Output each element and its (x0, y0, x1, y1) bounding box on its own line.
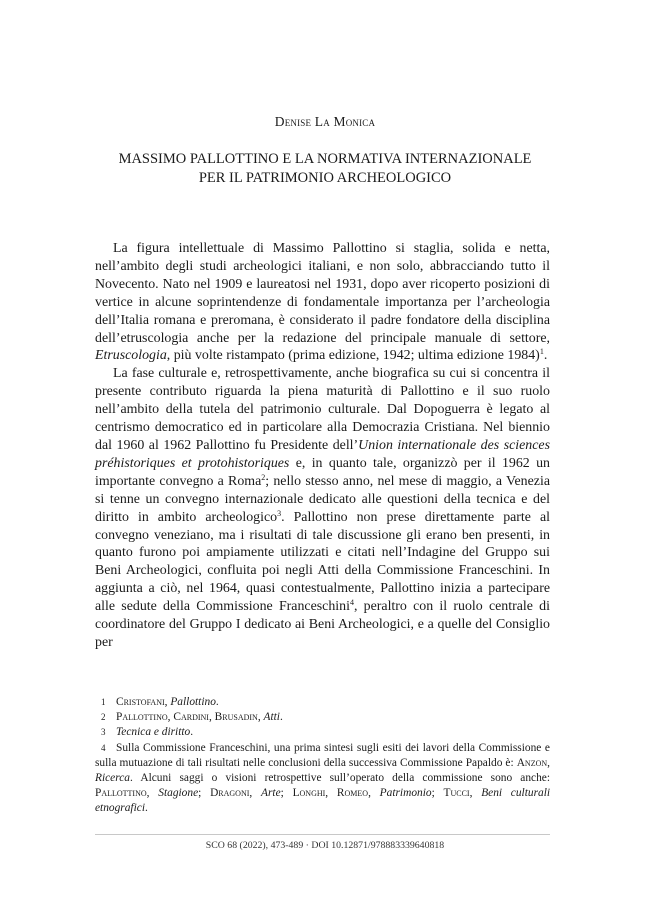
title-line: PER IL PATRIMONIO ARCHEOLOGICO (198, 170, 452, 186)
footnote-number: 2 (101, 712, 106, 723)
footnote-ref[interactable]: 2 (261, 472, 266, 482)
book-title: Etruscologia (95, 348, 167, 364)
footnote-number: 3 (101, 727, 106, 738)
footnote-ref[interactable]: 3 (277, 508, 282, 518)
paragraph: La figura intellettuale di Massimo Pallottino si staglia, solida e netta, nell’ambito degli studi archeologici italiani, e non solo, abbracciando tutto il Novecento. Nato nel 1909 e laureatosi nel 1931, dopo aver ricoperto posizioni di vertice in alcune soprintendenze di fondamentale importanza per l’archeologia dell’Italia romana e preromana, è considerato il padre fondatore della disciplina dell’etruscologia anche per la redazione del principale manuale di settore, Etruscologia, più volte ristampato (prima edizione, 1942; ultima edizione 1984)$^1$. (95, 241, 550, 364)
footnote: 2 Pallottino, Cardini, Brusadin, Atti. (95, 710, 550, 725)
article-title (60, 150, 590, 188)
footnote-number: 4 (101, 742, 106, 753)
footnote-ref[interactable]: 1 (539, 347, 544, 357)
footnote: 1 Cristofani, Pallottino. (95, 695, 550, 710)
organization-name: Union internationale des sciences préhistoriques et protohistoriques (95, 437, 550, 471)
author-name: Denise La Monica (274, 114, 376, 129)
paragraph: La fase culturale e, retrospettivamente, anche biografica su cui si concentra il presente contributo riguarda la piena maturità di Pallottino e il suo ruolo nell’ambito della tutela del patrimonio culturale. Dal Dopoguerra è legato al centrismo democratico ed in particolare alla Democrazia Cristiana. Nel biennio dal 1960 al 1962 Pallottino fu Presidente dell’Union internationale des sciences préhistoriques et protohistoriques e, in quanto tale, organizzò per il 1962 un importante convegno a Roma$^2$; nello stesso anno, nel mese di maggio, a Venezia si tenne un convegno internazionale dedicato alle questioni della tecnica e del diritto in ambito archeologico$^3$. Pallottino non prese direttamente parte al convegno veneziano, ma i risultati di tale discussione gli erano ben presenti, in quanto furono poi ampiamente utilizzati e citati nell’Indagine del Gruppo sui Beni Archeologici, confluita poi negli Atti della Commissione Franceschini. In aggiunta a ciò, nel 1964, quasi contestualmente, Pallottino inizia a partecipare alle sedute della Commissione Franceschini$^4$, peraltro con il ruolo centrale di coordinatore del Gruppo I dedicato ai Beni Archeologici, e a quelle del Consiglio per (95, 366, 550, 650)
footnote: 4 Sulla Commissione Franceschini, una prima sintesi sugli esiti dei lavori della Commissione e sulla mutuazione di tali risultati nelle conclusioni della successiva Commissione Papaldo è: Anzon, Ricerca. Alcuni saggi o visioni retrospettive sull’operato della commissione sono anche: Pallottino, Stagione; Dragoni, Arte; Longhi, Romeo, Patrimonio; Tucci, Beni culturali etnografici. (95, 741, 551, 815)
footer-divider (95, 834, 550, 835)
footnote-ref[interactable]: 4 (349, 598, 354, 608)
title-line: MASSIMO PALLOTTINO E LA NORMATIVA INTERNAZIONALE (118, 151, 532, 167)
citation-footer: SCO 68 (2022), 473-489 · DOI 10.12871/978883339640818 (205, 840, 445, 851)
footnote: 3 Tecnica e diritto. (95, 725, 550, 740)
footnotes (95, 695, 550, 817)
article-body (95, 240, 550, 652)
footnote-number: 1 (101, 697, 106, 707)
